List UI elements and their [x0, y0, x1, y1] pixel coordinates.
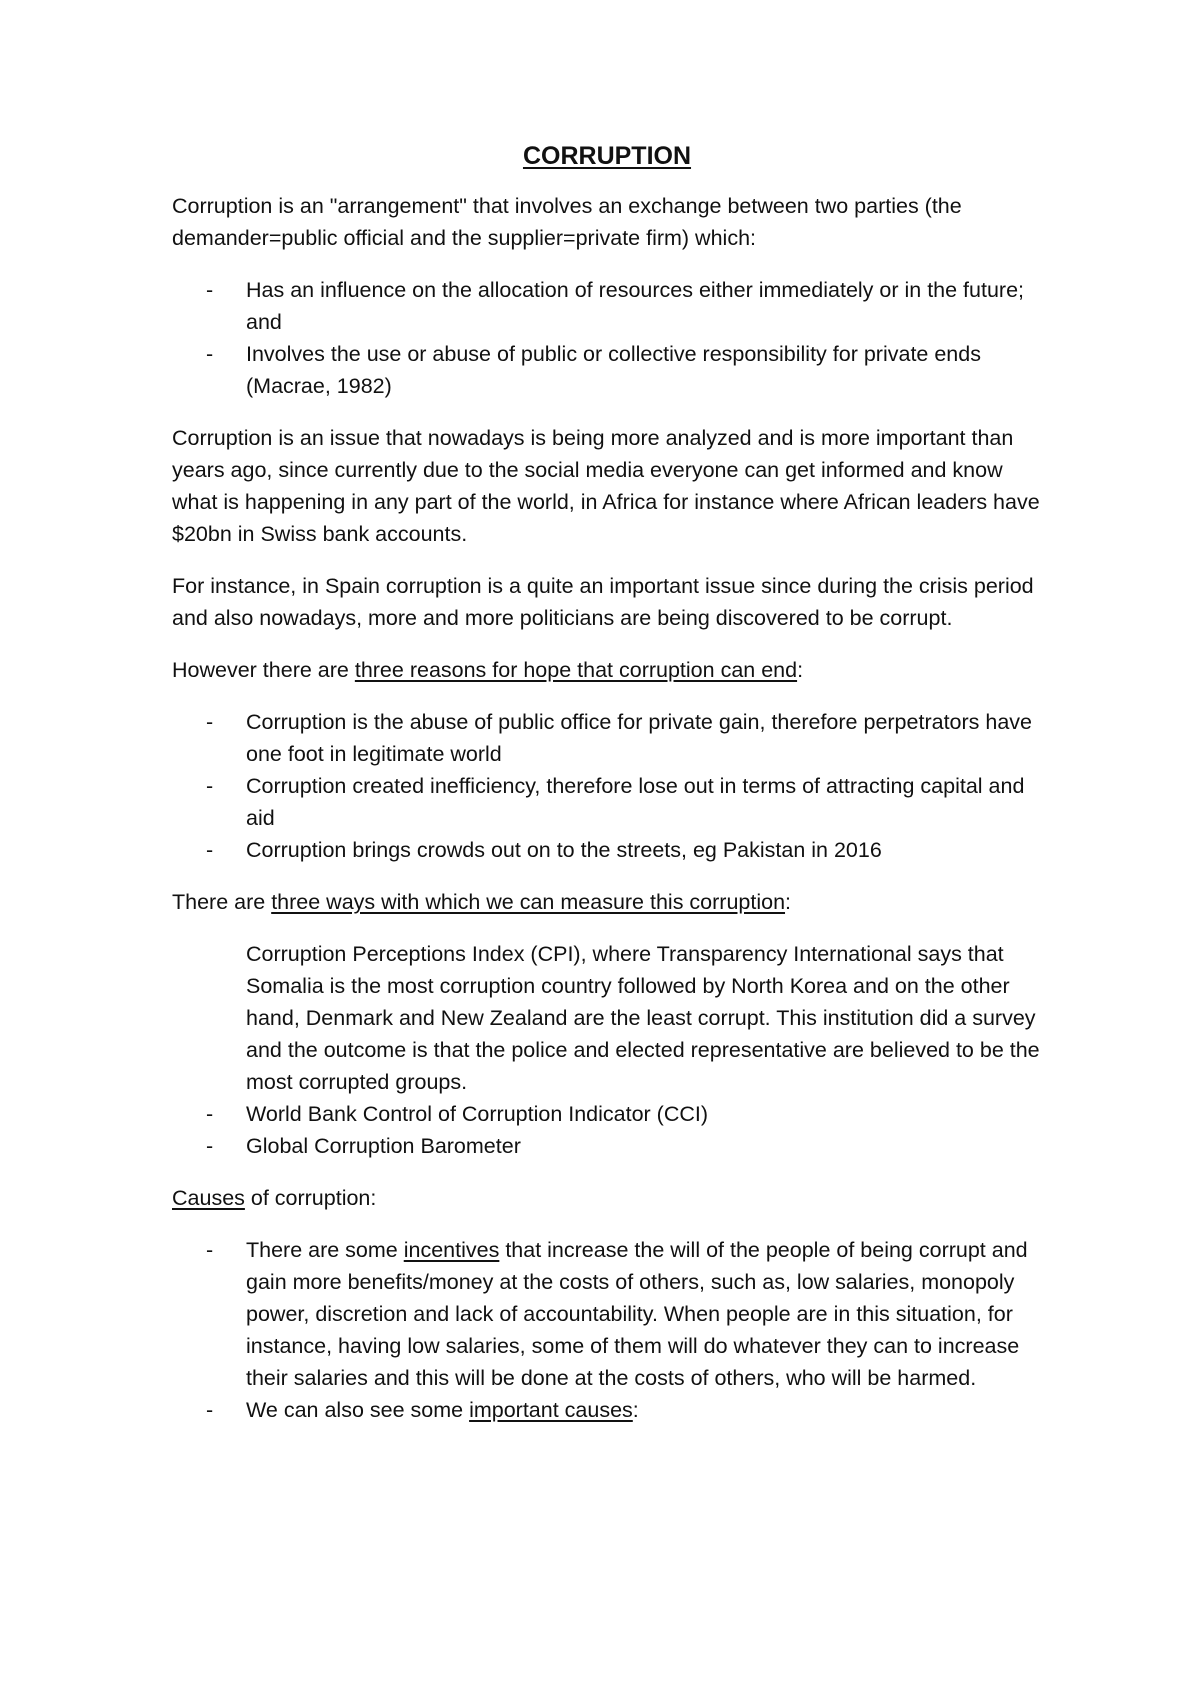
- dash-bullet: -: [206, 1102, 214, 1126]
- causes-underlined: Causes: [172, 1186, 245, 1210]
- dash-bullet: -: [206, 1398, 214, 1422]
- intro-list: [172, 274, 1042, 402]
- list-item: [172, 274, 1042, 338]
- important-causes-underlined: important causes: [469, 1398, 633, 1422]
- list-item: [172, 338, 1042, 402]
- hope-list: [172, 706, 1042, 866]
- list-item-text: Involves the use or abuse of public or collective responsibility for private ends (Macrae, 1982): [246, 342, 981, 398]
- list-item: [172, 770, 1042, 834]
- list-item: [172, 938, 1042, 1098]
- causes-item-post: :: [632, 1398, 639, 1422]
- hope-tail: :: [797, 658, 804, 682]
- hope-lead: However there are: [172, 658, 355, 682]
- list-item-text: Global Corruption Barometer: [246, 1134, 521, 1158]
- incentives-underlined: incentives: [403, 1238, 500, 1262]
- document-title: CORRUPTION: [522, 142, 692, 170]
- causes-item-pre: We can also see some: [246, 1398, 470, 1422]
- document-page: [172, 140, 1042, 1446]
- measure-tail: :: [785, 890, 792, 914]
- measure-intro: [172, 886, 1042, 918]
- causes-item-pre: There are some: [246, 1238, 404, 1262]
- causes-item-post: that increase the will of the people of being corrupt and gain more benefits/money at the costs of others, such as, low salaries, monopoly power, discretion and lack of accountability. When people are in this situation, for instance, having low salaries, some of them will do whatever they can to increase their salaries and this will be done at the costs of others, who will be harmed.: [246, 1238, 1028, 1390]
- list-item-text: Corruption brings crowds out on to the streets, eg Pakistan in 2016: [246, 838, 882, 862]
- causes-tail: of corruption:: [244, 1186, 377, 1210]
- list-item: [172, 1130, 1042, 1162]
- list-item-text: Corruption created inefficiency, therefore lose out in terms of attracting capital and aid: [246, 774, 1025, 830]
- measure-underlined: three ways with which we can measure this corruption: [271, 890, 786, 914]
- list-item: [172, 1234, 1042, 1394]
- list-item-text: World Bank Control of Corruption Indicator (CCI): [246, 1102, 709, 1126]
- dash-bullet: -: [206, 1238, 214, 1262]
- list-item-text: Corruption Perceptions Index (CPI), where Transparency International says that Somalia is the most corruption country followed by North Korea and on the other hand, Denmark and New Zealand are the least corrupt. This institution did a survey and the outcome is that the police and elected representative are believed to be the most corrupted groups.: [246, 942, 1040, 1094]
- spain-paragraph: For instance, in Spain corruption is a quite an important issue since during the crisis period and also nowadays, more and more politicians are being discovered to be corrupt.: [172, 574, 1034, 630]
- dash-bullet: -: [206, 838, 214, 862]
- list-item-text: Has an influence on the allocation of resources either immediately or in the future; and: [246, 278, 1025, 334]
- measure-lead: There are: [172, 890, 272, 914]
- list-item: [172, 1394, 1042, 1426]
- dash-bullet: -: [206, 710, 214, 734]
- causes-list: [172, 1234, 1042, 1426]
- social-media-paragraph: Corruption is an issue that nowadays is being more analyzed and is more important than years ago, since currently due to the social media everyone can get informed and know what is happening in any part of the world, in Africa for instance where African leaders have $20bn in Swiss bank accounts.: [172, 426, 1040, 546]
- dash-bullet: -: [206, 1134, 214, 1158]
- dash-bullet: -: [206, 342, 214, 366]
- hope-underlined: three reasons for hope that corruption can end: [354, 658, 798, 682]
- hope-intro: [172, 654, 1042, 686]
- list-item: [172, 1098, 1042, 1130]
- list-item: [172, 834, 1042, 866]
- dash-bullet: -: [206, 278, 214, 302]
- list-item-text: Corruption is the abuse of public office for private gain, therefore perpetrators have one foot in legitimate world: [246, 710, 1032, 766]
- list-item: [172, 706, 1042, 770]
- intro-paragraph: Corruption is an "arrangement" that involves an exchange between two parties (the demander=public official and the supplier=private firm) which:: [172, 194, 962, 250]
- causes-heading: [172, 1182, 1042, 1214]
- measure-list: [172, 938, 1042, 1162]
- dash-bullet: -: [206, 774, 214, 798]
